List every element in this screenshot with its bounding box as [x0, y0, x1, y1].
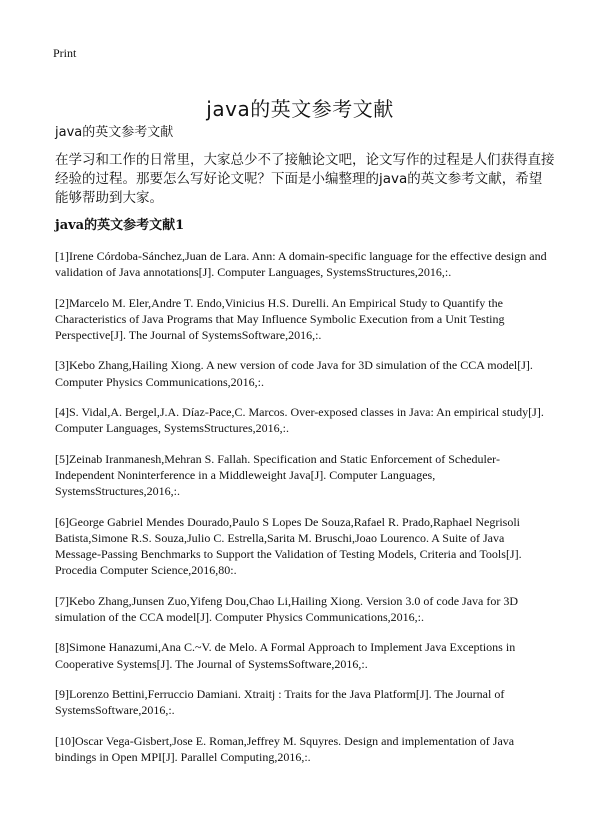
reference-item: [7]Kebo Zhang,Junsen Zuo,Yifeng Dou,Chao Li,Hailing Xiong. Version 3.0 of code Java for 3D simulation of the CCA model[J]. Computer Physics Communications,2016,:.	[55, 593, 519, 625]
reference-list	[55, 248, 547, 779]
print-link[interactable]: Print	[53, 46, 77, 60]
reference-item: [6]George Gabriel Mendes Dourado,Paulo S Lopes De Souza,Rafael R. Prado,Raphael Negrisoli Batista,Simone R.S. Souza,Julio C. Estrella,Sarita M. Bruschi,Joao Lourenco. A Suite of Java Message-Passing Benchmarks to Support the Validation of Testing Models, Criteria and Tools[J]. Procedia Computer Science,2016,80:.	[55, 514, 522, 578]
reference-item: [3]Kebo Zhang,Hailing Xiong. A new version of code Java for 3D simulation of the CCA model[J]. Computer Physics Communications,2016,:.	[55, 358, 533, 389]
reference-item: [5]Zeinab Iranmanesh,Mehran S. Fallah. Specification and Static Enforcement of Scheduler-Independent Noninterference in a Middleweight Java[J]. Computer Languages, SystemsStructures,2016,:.	[55, 451, 500, 499]
reference-item: [2]Marcelo M. Eler,Andre T. Endo,Vinicius H.S. Durelli. An Empirical Study to Quantify the Characteristics of Java Programs that May Influence Symbolic Execution from a Unit Testing Perspective[J]. The Journal of SystemsSoftware,2016,:.	[55, 295, 505, 343]
reference-item: [4]S. Vidal,A. Bergel,J.A. Díaz-Pace,C. Marcos. Over-exposed classes in Java: An empirical study[J]. Computer Languages, SystemsStructures,2016,:.	[55, 405, 544, 436]
intro-paragraph: 在学习和工作的日常里，大家总少不了接触论文吧，论文写作的过程是人们获得直接经验的过程。那要怎么写好论文呢？下面是小编整理的java的英文参考文献，希望能够帮助到大家。	[55, 152, 555, 206]
reference-item: [10]Oscar Vega-Gisbert,Jose E. Roman,Jeffrey M. Squyres. Design and implementation of Java bindings in Open MPI[J]. Parallel Computing,2016,:.	[55, 733, 515, 764]
page-title: java的英文参考文献	[206, 97, 394, 122]
reference-item: [9]Lorenzo Bettini,Ferruccio Damiani. Xtraitj : Traits for the Java Platform[J]. The Journal of SystemsSoftware,2016,:.	[55, 686, 505, 718]
subtitle: java的英文参考文献	[55, 125, 174, 140]
reference-item: [1]Irene Córdoba-Sánchez,Juan de Lara. Ann: A domain-specific language for the effective design and validation of Java annotations[J]. Computer Languages, SystemsStructures,2016,:.	[55, 249, 547, 280]
reference-item: [8]Simone Hanazumi,Ana C.~V. de Melo. A Formal Approach to Implement Java Exceptions in Cooperative Systems[J]. The Journal of SystemsSoftware,2016,:.	[55, 640, 516, 671]
section-heading: java的英文参考文献1	[55, 218, 185, 233]
